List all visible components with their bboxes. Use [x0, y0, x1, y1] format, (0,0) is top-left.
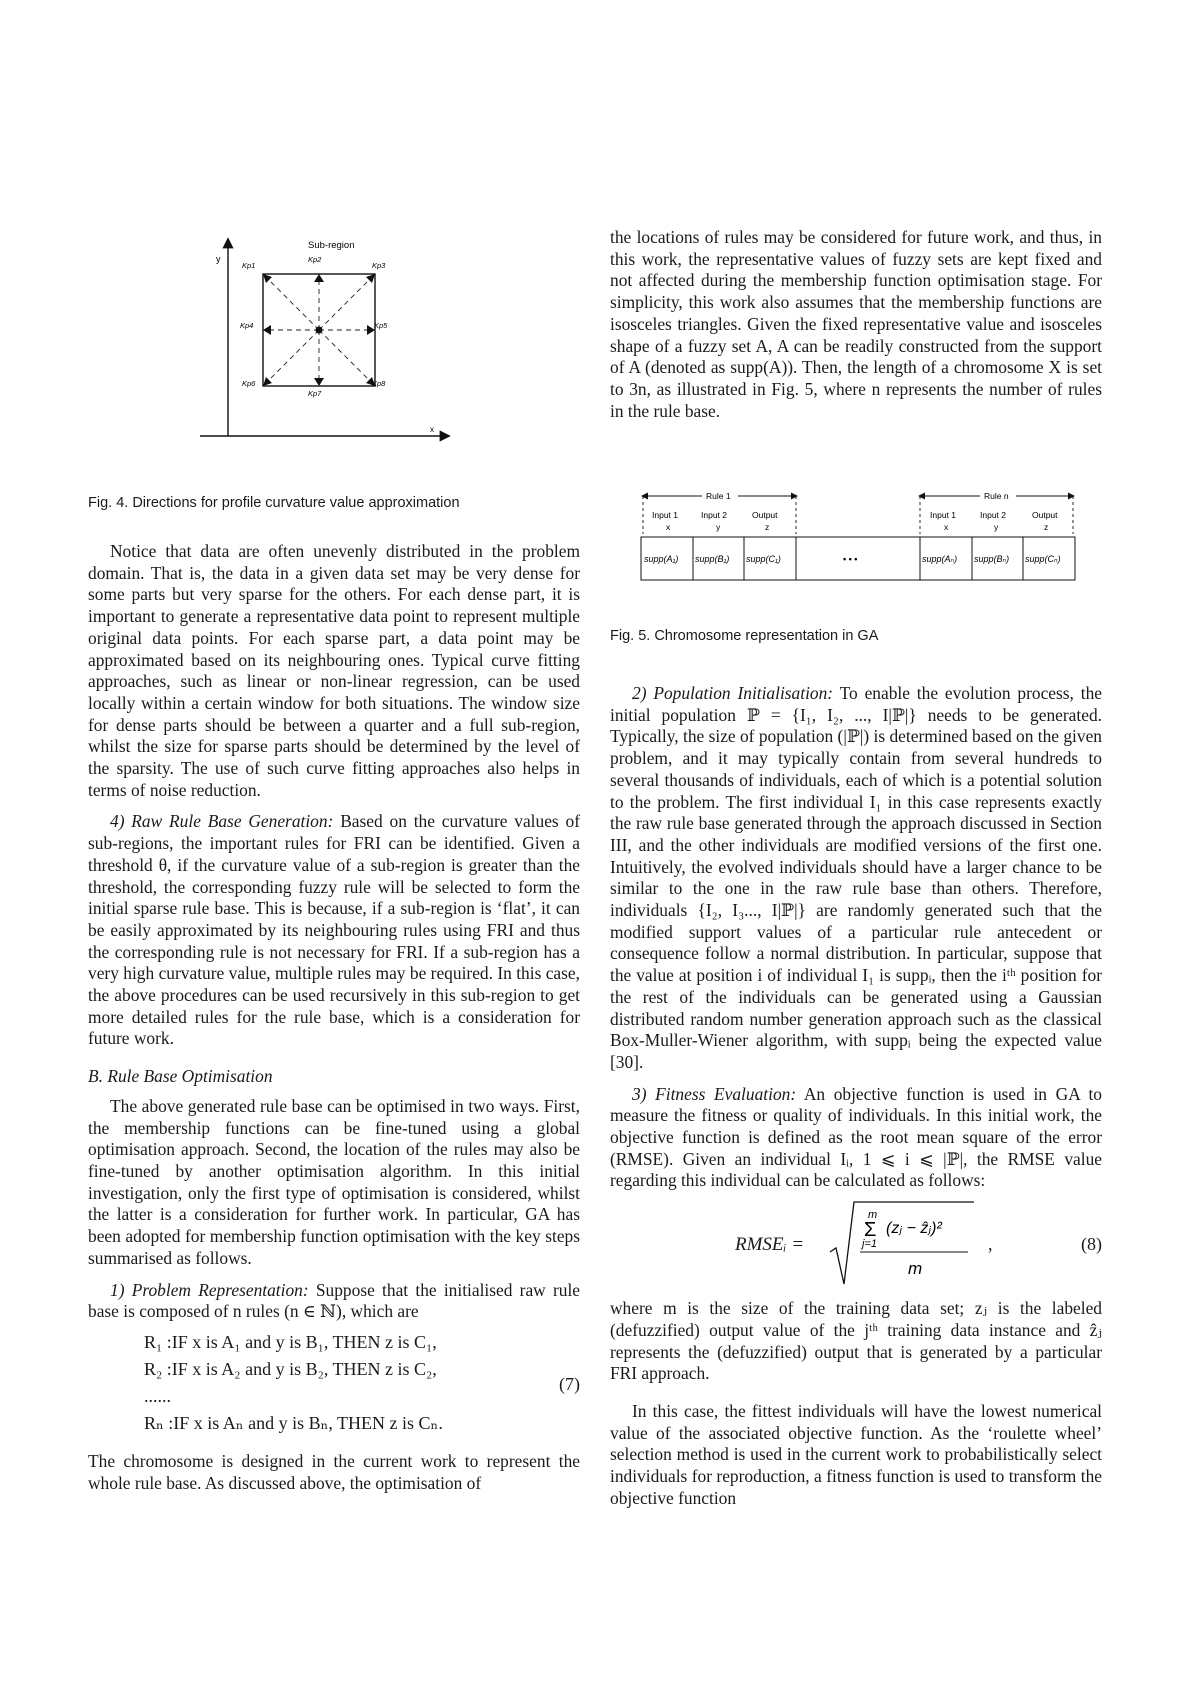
section-heading: B. Rule Base Optimisation	[88, 1066, 273, 1087]
rule1-label: Rule 1	[706, 491, 731, 501]
kp5-label: Kp5	[374, 321, 388, 330]
right-column-lower	[610, 683, 1102, 1510]
hdr-input2-n: Input 2	[980, 510, 1006, 520]
left-paragraph-1: Notice that data are often unevenly distributed in the problem domain. That is, the data in a given data set may be very dense for some parts but very sparse for the others. For each dense part, it is important to generate a representative data point to represent multiple original data points. For each sparse part, a data point may be approximated based on its neighbouring ones. Typical curve fitting approaches, such as linear or non-linear regression, can be used locally within a certain window for both situations. The window size for dense parts should be between a quarter and a full sub-region, whilst the size for sparse parts should be determined by the level of the sparsity. The use of such curve fitting approaches also helps in terms of noise reduction.	[88, 541, 580, 800]
gene-dots: • • •	[843, 554, 858, 564]
right-paragraph-4: In this case, the fittest individuals will have the lowest numerical value of the associated objective function. As the ‘roulette wheel’ selection method is used in the current work to probabilistically select individuals for reproduction, a fitness function is used to transform the objective function	[610, 1400, 1102, 1508]
kp8-label: Kp8	[372, 379, 386, 388]
hdr-z: z	[765, 522, 770, 532]
hdr-x: x	[666, 522, 671, 532]
eq8-body	[828, 1200, 978, 1288]
left-paragraph-4	[88, 1280, 580, 1323]
fitness-heading: 3) Fitness Evaluation:	[632, 1083, 797, 1104]
left-paragraph-2	[88, 811, 580, 1050]
kp7-label: Kp7	[308, 389, 322, 398]
right-paragraph-2	[610, 1084, 1102, 1193]
rule-line-n: Rₙ :IF x is Aₙ and y is Bₙ, THEN z is Cₙ.	[144, 1412, 443, 1433]
raw-rule-text: Based on the curvature values of sub-regions, the important rules for FRI can be identified. Given a threshold θ, if the curvature value of a sub-region is greater than the threshold, the corresponding fuzzy rule will be selected to form the initial sparse rule base. This is because, if a sub-region is ‘flat’, it can be easily approximated by its neighbouring rules using FRI and thus the corresponding rule is not necessary for FRI. If a sub-region has a very high curvature value, multiple rules may be required. In this case, the above procedures can be used recursively in this sub-region to get more detailed rules for the rule base, which is a consideration for future work.	[88, 811, 581, 1049]
right-column	[610, 227, 1102, 422]
pop-init-heading: 2) Population Initialisation:	[632, 683, 834, 703]
hdr-input1: Input 1	[652, 510, 678, 520]
hdr-y: y	[716, 522, 721, 532]
kp1-label: Kp1	[242, 261, 256, 270]
rule-line-2: R₂ :IF x is A₂ and y is B₂, THEN z is C₂,	[144, 1358, 437, 1379]
kp2-label: Kp2	[308, 255, 322, 264]
x-axis-label: x	[430, 425, 434, 434]
rule-line-dots: ......	[144, 1385, 171, 1406]
hdr-input1-n: Input 1	[930, 510, 956, 520]
rule-equation-7	[88, 1329, 580, 1447]
eq7-number: (7)	[559, 1373, 580, 1394]
kp4-label: Kp4	[240, 321, 254, 330]
right-paragraph-0: the locations of rules may be considered for future work, and thus, in this work, the representative values of fuzzy sets are kept fixed and not affected during the membership function optimisation stage. For simplicity, this work also assumes that the membership functions are isosceles triangles. Given the fixed representative value and isosceles shape of a fuzzy set A, A can be readily constructed from the support of A (denoted as supp(A)). Then, the length of a chromosome X is set to 3n, as illustrated in Fig. 5, where n represents the number of rules in the rule base.	[610, 227, 1102, 421]
hdr-x-n: x	[944, 522, 949, 532]
gene-6: supp(Cₙ)	[1025, 554, 1061, 564]
eq8-number: (8)	[1081, 1234, 1102, 1255]
kp6-label: Kp6	[242, 379, 256, 388]
fig5-diagram	[640, 484, 1076, 594]
fig5-caption: Fig. 5. Chromosome representation in GA	[610, 628, 879, 644]
fitness-text: An objective function is used in GA to measure the fitness or quality of individuals. In this initial work, the objective function is defined as the root mean square of the error (RMSE). Given an individual Iᵢ, 1 ⩽ i ⩽ |ℙ|, the RMSE value regarding this individual can be calculated as follows:	[610, 1083, 1102, 1191]
rule-line-1: R₁ :IF x is A₁ and y is B₁, THEN z is C₁,	[144, 1331, 437, 1352]
gene-4: supp(Aₙ)	[922, 554, 958, 564]
problem-rep-heading: 1) Problem Representation:	[110, 1279, 309, 1300]
left-column	[88, 541, 580, 1494]
hdr-y-n: y	[994, 522, 999, 532]
eq8-sum-bot: j=1	[862, 1238, 877, 1251]
eq8-sum-top: m	[868, 1209, 878, 1222]
gene-5: supp(Bₙ)	[974, 554, 1010, 564]
raw-rule-heading: 4) Raw Rule Base Generation:	[110, 811, 334, 832]
eq8-comma: ,	[988, 1234, 993, 1255]
center-point	[316, 327, 323, 334]
gene-2: supp(B₁)	[695, 554, 730, 564]
problem-rep-text: Suppose that the initialised raw rule base is composed of n rules (n ∈ ℕ), which are	[88, 1279, 581, 1322]
left-paragraph-3: The above generated rule base can be optimised in two ways. First, the membership functions can be fine-tuned using a global optimisation approach. Second, the location of the rules may also be fine-tuned by another optimisation algorithm. In this initial investigation, only the first type of optimisation is considered, whilst the latter is a consideration for further work. In particular, GA has been adopted for membership function optimisation with the key steps summarised as follows.	[88, 1095, 580, 1268]
left-paragraph-5: The chromosome is designed in the current work to represent the whole rule base. As discussed above, the optimisation of	[88, 1450, 580, 1493]
fig4-diagram	[200, 236, 460, 456]
right-paragraph-1	[610, 683, 1102, 1074]
kp3-label: Kp3	[372, 261, 386, 270]
eq8-lhs: RMSEᵢ =	[735, 1234, 805, 1256]
gene-3: supp(C₁)	[746, 554, 781, 564]
fig4-caption: Fig. 4. Directions for profile curvature value approximation	[88, 495, 460, 511]
hdr-input2: Input 2	[701, 510, 727, 520]
rulen-label: Rule n	[984, 491, 1009, 501]
y-axis-label: y	[216, 254, 221, 264]
sub-region-label: Sub-region	[308, 240, 355, 251]
hdr-output-n: Output	[1032, 510, 1058, 520]
eq8-term: (zⱼ − ẑⱼ)²	[886, 1220, 942, 1238]
equation-8	[610, 1200, 1102, 1288]
right-paragraph-3: where m is the size of the training data set; zⱼ is the labeled (defuzzified) output value of the jᵗʰ training data instance and ẑⱼ represents the (defuzzified) output that is generated by a particular FRI approach.	[610, 1298, 1102, 1384]
pop-init-text: To enable the evolution process, the initial population ℙ = {I₁, I₂, ..., I|ℙ|} needs to be generated. Typically, the size of population (|ℙ|) is determined based on the given problem, and it may typically contain from several hundreds to several thousands of individuals, each of which is a potential solution to the problem. The first individual I₁ in this case represents exactly the raw rule base generated through the approach discussed in Section III, and the other individuals are modified versions of the first one. Intuitively, the evolved individuals should have a larger chance to be similar to the one in the raw rule base than others. Therefore, individuals {I₂, I₃..., I|ℙ|} are randomly generated such that the modified support values of a particular rule antecedent or consequence follow a normal distribution. In particular, suppose that the value at position i of individual I₁ is suppᵢ, then the iᵗʰ position for the rest of the individuals can be generated using a Gaussian distributed random number generation approach such as the classical Box-Muller-Wiener algorithm, with suppᵢ being the expected value [30].	[610, 683, 1102, 1072]
hdr-output: Output	[752, 510, 778, 520]
hdr-z-n: z	[1044, 522, 1049, 532]
eq8-denominator: m	[908, 1259, 923, 1279]
gene-1: supp(A₁)	[644, 554, 679, 564]
eq8-sum-sign: Σ	[864, 1219, 877, 1242]
